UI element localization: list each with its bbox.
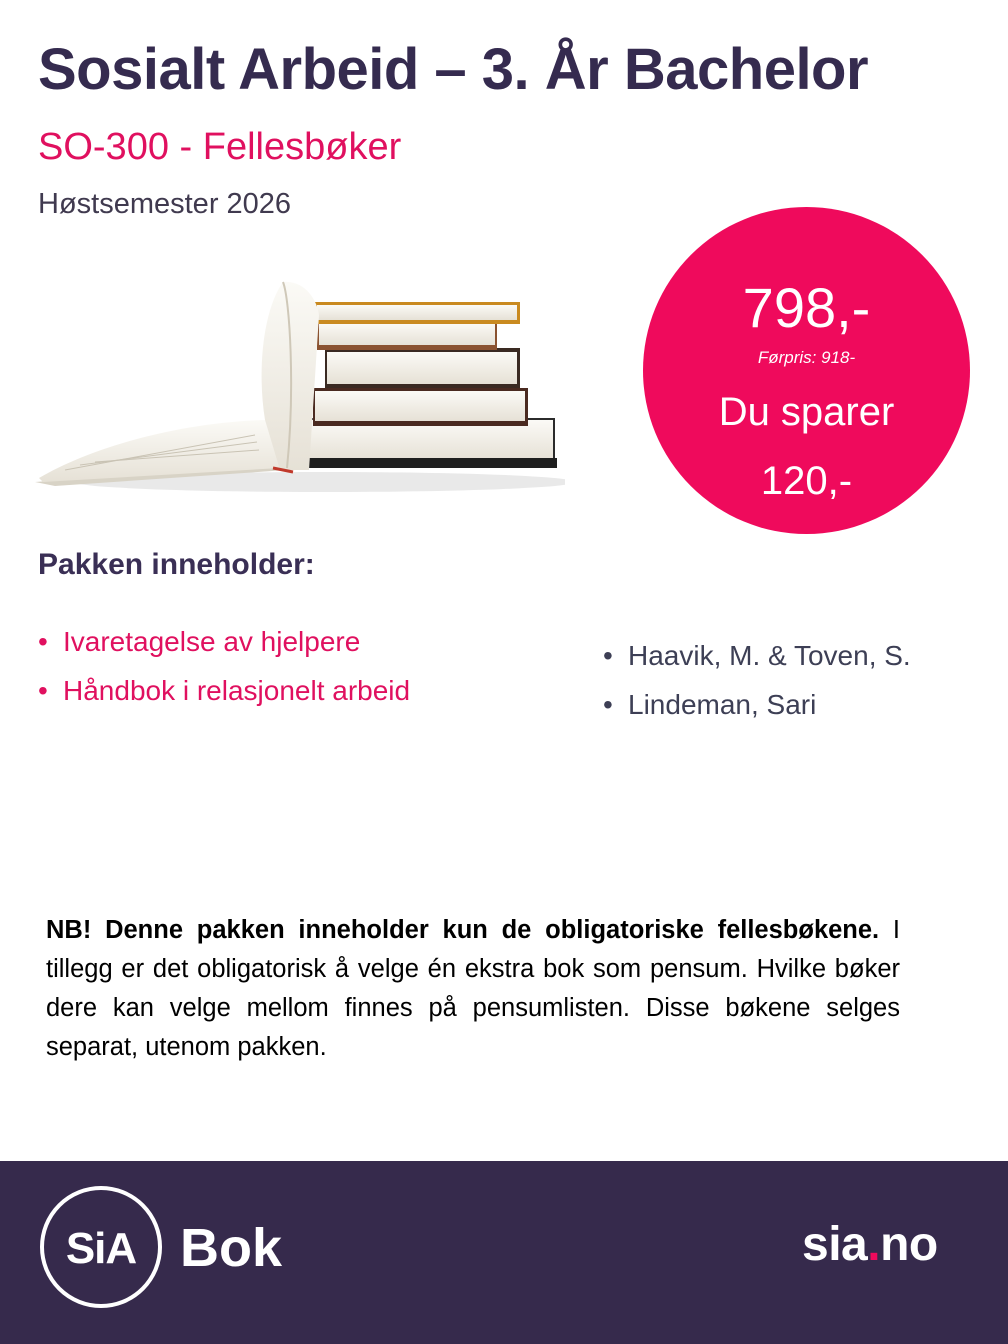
bullet-icon: •	[38, 626, 48, 657]
book-stack-image	[25, 270, 565, 495]
semester-label: Høstsemester 2026	[38, 188, 292, 220]
sia-logo	[40, 1186, 162, 1308]
note-emphasis: NB! Denne pakken inneholder kun de obligatoriske fellesbøkene.	[46, 915, 880, 944]
bullet-icon: •	[603, 640, 613, 671]
book-author-list	[603, 640, 911, 738]
book-title-list	[38, 626, 410, 724]
book-title: Håndbok i relasjonelt arbeid	[63, 675, 411, 706]
logo-bok-text: Bok	[180, 1218, 283, 1278]
note-text: I tillegg er det obligatorisk å velge én ekstra bok som pensum. Hvilke bøker dere kan velge mellom finnes på pensumlisten. Disse bøkene selges separat, utenom pakken.	[46, 915, 900, 1061]
logo-text: SiA	[65, 1224, 137, 1273]
package-note	[46, 911, 900, 1067]
book-title: Ivaretagelse av hjelpere	[63, 626, 361, 657]
list-item	[38, 626, 410, 675]
site-tld: no	[880, 1218, 938, 1271]
package-heading: Pakken inneholder:	[38, 548, 315, 581]
savings-label: Du sparer	[718, 390, 895, 434]
footer-bar	[0, 1161, 1008, 1344]
bullet-icon: •	[603, 689, 613, 720]
bullet-icon: •	[38, 675, 48, 706]
list-item	[603, 640, 911, 689]
page-title: Sosialt Arbeid – 3. År Bachelor	[38, 37, 869, 102]
price-badge	[643, 207, 970, 534]
book-author: Lindeman, Sari	[628, 689, 817, 720]
book-author: Haavik, M. & Toven, S.	[628, 640, 911, 671]
site-dot: .	[867, 1218, 881, 1271]
savings-amount: 120,-	[760, 459, 853, 503]
website-link[interactable]	[802, 1217, 938, 1272]
previous-price: Førpris: 918-	[757, 348, 856, 367]
site-name: sia	[802, 1218, 868, 1271]
course-subtitle: SO-300 - Fellesbøker	[38, 126, 402, 168]
list-item	[603, 689, 911, 738]
list-item	[38, 675, 410, 724]
current-price: 798,-	[742, 276, 871, 339]
